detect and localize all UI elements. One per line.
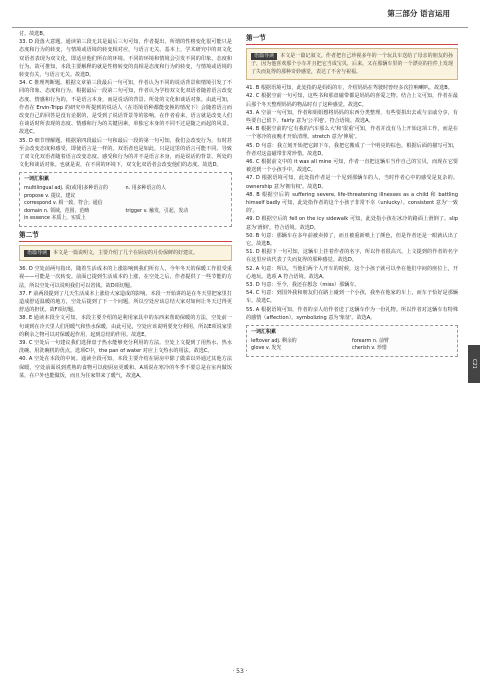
vocab-entry: propose v. 提议，建议: [24, 192, 76, 199]
vocab-row: [24, 200, 227, 208]
paragraph: 50. B 句意：那辆车在多年前被卖掉了，而且被重新喷上了颜色，但是作者还是一眼就认出了它。故选B。: [246, 232, 458, 248]
page-header: [0, 0, 480, 28]
paragraph: 40. A 空处在本段的中间。通读全段可知，本段主要介绍在厨房中除了做菜以外通过其他方法保暖，空处前面说到煮熟的食物可以使厨房更暖和。A项说在寒冷的冬季不要总是在室内做饭菜，在户外也能做饭，而且为住家带来了暖气，故选A。: [19, 356, 232, 379]
vocab-heading: 一词汇积累: [24, 176, 50, 183]
vocab-entry: domain n. 领域，范围，范畴: [24, 207, 90, 214]
paragraph: 48. B 根据空后的 suffering severe, life-threatening illnesses as a child 和 battling himself badly 可知，此处指作者的这个小孩子非常不幸（unlucky）。consistent 意为'一致的'。: [246, 191, 458, 215]
vocab-row: [24, 185, 227, 193]
paragraph: 46. C 根据前文中的 it was all mine 可知，作者一直把这辆车当作自己的宝贝，而现在它要被送到一个小孩手中。故选C。: [246, 159, 458, 174]
vocab-entry: leftover adj. 剩余的: [251, 337, 297, 344]
paragraph: 51. D 根据下一句可知，这辆车上挂着作者的名字，所以作者很高兴。上文提到的作者的名字在这里应该代表了失而复得的那种感觉。故选D。: [246, 249, 458, 264]
section-title: 第一节: [246, 34, 458, 45]
vocab-row: [24, 215, 227, 223]
paragraph: 45. D 句意：我立刻开始把它卸下车，我把它搬成了一个明亮的棕色。根据后面的描写可知，作者对这盒磁带非常珍惜。故选D。: [246, 142, 458, 157]
vocab-entry: cherish v. 珍惜: [352, 345, 387, 352]
vocab-heading: 一词汇积累: [251, 329, 277, 336]
vocab-entry: n. 用多种语言的人: [125, 185, 166, 192]
paragraph: 42. C 根据空前一句可知，这些书和那盘磁带都是妈妈的喜爱之物。结合上文可知，作者在最后那个冬天整理妈妈的物品时有了这种感觉。故选C。: [246, 93, 458, 108]
paragraph: 37. F 前两段提到了几天生活成本上涨给大家造成的影响。本段一开始讲的是在冬天里把家里打造成舒适温暖的地方，空处后提到了下一个问题，所以空处应该总结大家对如何让冬天过得更舒适的担忧。故F项切题。: [19, 290, 232, 314]
vocab-entry: trigger v. 触发，引起，发动: [125, 207, 189, 214]
vocab-box: [19, 172, 232, 227]
header-divider: [12, 27, 468, 28]
paragraph: 41. B 根据语境可知，此处指的是妈妈的车，介绍妈妈在驾驶时曾经多次拉响喇叭。故选B。: [246, 85, 453, 92]
guide-box: [246, 48, 458, 80]
left-column: [19, 30, 232, 380]
paragraph: 讨。故选B。: [19, 31, 48, 37]
paragraph: 53. D 句意：至今，我还在想念（miss）那辆车。: [246, 282, 360, 289]
vocab-entry: forearm n. 前臂: [352, 337, 389, 344]
paragraph: 34. C 推理判断题。根据文章第三段最后一句可知，作者认为不同的说话背景和情境引发了不同的印象、态度和行为。根据最后一段第二句可知，作者认为学校双文化双语者随着语言改变态度、情感和行为的，不是语言本身，而是说话的背景、所处的文化和谈话对象。由此可知，作者在 Ervin-Tripp 的研究中所提到的说话人（在语境语种都能变换的情况下）会随着语言而改变自己的回答是没有论据的，是受到了说话背景等的影响。在作者看来，语言就是改变人们在谈话时所表现的态度、情感和行为的关键因素，单独它本身的不同不过是随之而起的风景。故选C。: [19, 80, 232, 136]
guide-text: 本文是一篇说明文，主要介绍了几个在厨房的月份保鲜的好建议。: [53, 250, 199, 257]
guide-box: [19, 245, 232, 261]
paragraph: 55. A 根据语境可知，作者的亲人给作者送了这辆车作为一份礼物。所以作者对这辆车有特殊的感情（affection）。symbolizing 意为'象征'。故选A。: [246, 306, 458, 321]
vocab-entry: multilingual adj. 说(或用)多种语言的: [24, 185, 108, 192]
vocab-row: [251, 345, 453, 353]
paragraph: 38. E 通读本段全文可知，本段主要介绍的是利用家具中的东西来帮助保暖的方法，空处前一句谈到在冷天里人们用暖气和热水保暖，由此可见，空处应该说明要充分利用，所以E项说家里的剩余之物可以对保暖起作用，起到总结的作用。故选E。: [19, 315, 232, 338]
section-title: 第二节: [19, 231, 232, 242]
guide-tag: 语篇导读: [251, 53, 277, 60]
vocab-entry: in essence 本质上，实质上: [24, 215, 86, 222]
paragraph: 49. D 根据空后的 fell on the icy sidewalk 可知，此处指小孩在冰冷的路面上滑倒了。slip 意为'滑倒'。符合语境。故选D。: [246, 216, 458, 231]
paragraph: 47. D 根据语境可知，此处指作者是一个见到那辆车的人，当时作者心中的感受是复杂的。ownership 意为'拥有权'。故选D。: [246, 175, 458, 190]
paragraph: 35. D 细节理解题。根据第四段最后一句和最后一段的第一句可知，我们会改变行为，有时甚至会改变态度和感受，即使语言是一样的。双语者也是如此，只是这里的语言可能不同。导致了双文化双语者随着语言改变态度、感受和行为的并不是语言本身，而是说话的背景、所处的文化和谈话对象。也就是说，在不同的环境下，双文化双语者会改变他们的态度。故选D。: [19, 137, 232, 169]
paragraph: 36. D 空处前两句指出，随着生活成本的上涨影响到我们所有人，今年冬天的保暖工作很受重视——可能是一次转变。前面已提到生活成本的上涨，在空处之后，作者提供了一些节能的方法，所以空处可以说明我们可以省钱。故D项切题。: [19, 266, 232, 289]
guide-tag: 语篇导读: [24, 250, 50, 257]
vocab-entry: correspond v. 相一致，符合；通信: [24, 200, 103, 207]
paragraph: 44. B 根据空前的'它有我的汽车那么大'和'很重'可知，作者并没有马上开始这项工作，而是在一个寒冷的夜晚才开始清理。stretch 意为'伸展'。: [246, 126, 458, 141]
paragraph: 33. D 段落大意题。通读第三段无其是最后三句可知，作者提出，所谓的性格变化很可能只是态度和行为的转变，与情境或语境的转变相对应，与语言无关。基本上，学术研究中的双文化双语者表现为双文化，即适应他们所在的环境。不同的环境和情境会引发不同的印象、态度和行为。故可推知，本段主要解释的就是性格转变的真相是态度和行为的转变，与情境或语境的转变有关，与语言无关。故选D。: [19, 39, 232, 79]
header-title: 第三部分 语言运用: [387, 9, 450, 18]
vocab-box: [246, 325, 458, 357]
paragraph: 39. C 空处后一句建议我们选择盘子热水能够充分利用的方法。空处上文提到了用热水、热水洗碗、用洗碗机的优点。选项C中，the pan of water 对应上文热水的用法。故选C。: [19, 340, 232, 355]
page-number: · 53 ·: [232, 668, 248, 675]
side-tab: C21: [468, 345, 480, 383]
guide-text: 本文是一篇记叙文。作者把自己珍视多年的一个玩具车送给了母亲的朋友的孙子，因为他喜欢那个小车并且把它当成宝贝，后来，又在那辆车里的一个漂亮的挂件上发现了失而复得的那种奇妙感觉，表达了不舍与祝福。: [251, 53, 453, 76]
right-column: [246, 30, 458, 360]
paragraph: 52. A 句意：所以，当他们两个人开车的时候，这个小孩子就可以坐在他们中间的座位上，开心地玩。选项 A 符合语境。故选A。: [246, 265, 458, 280]
paragraph: 43. A 空前一句可知，作者和姐姐想将妈妈的东西分类整理，有些要捐出去或与亲戚分享，有些要自己留下。fairly 意为'公平地'，符合语境。故选A。: [246, 109, 458, 125]
vocab-entry: glove v. 发光: [251, 345, 282, 352]
paragraph: 54. C 句意：到国外我和朋友们在路上碰到一个小孩，我坐在他家的车上，而车子恰好是那辆车。故选C。: [246, 290, 458, 305]
